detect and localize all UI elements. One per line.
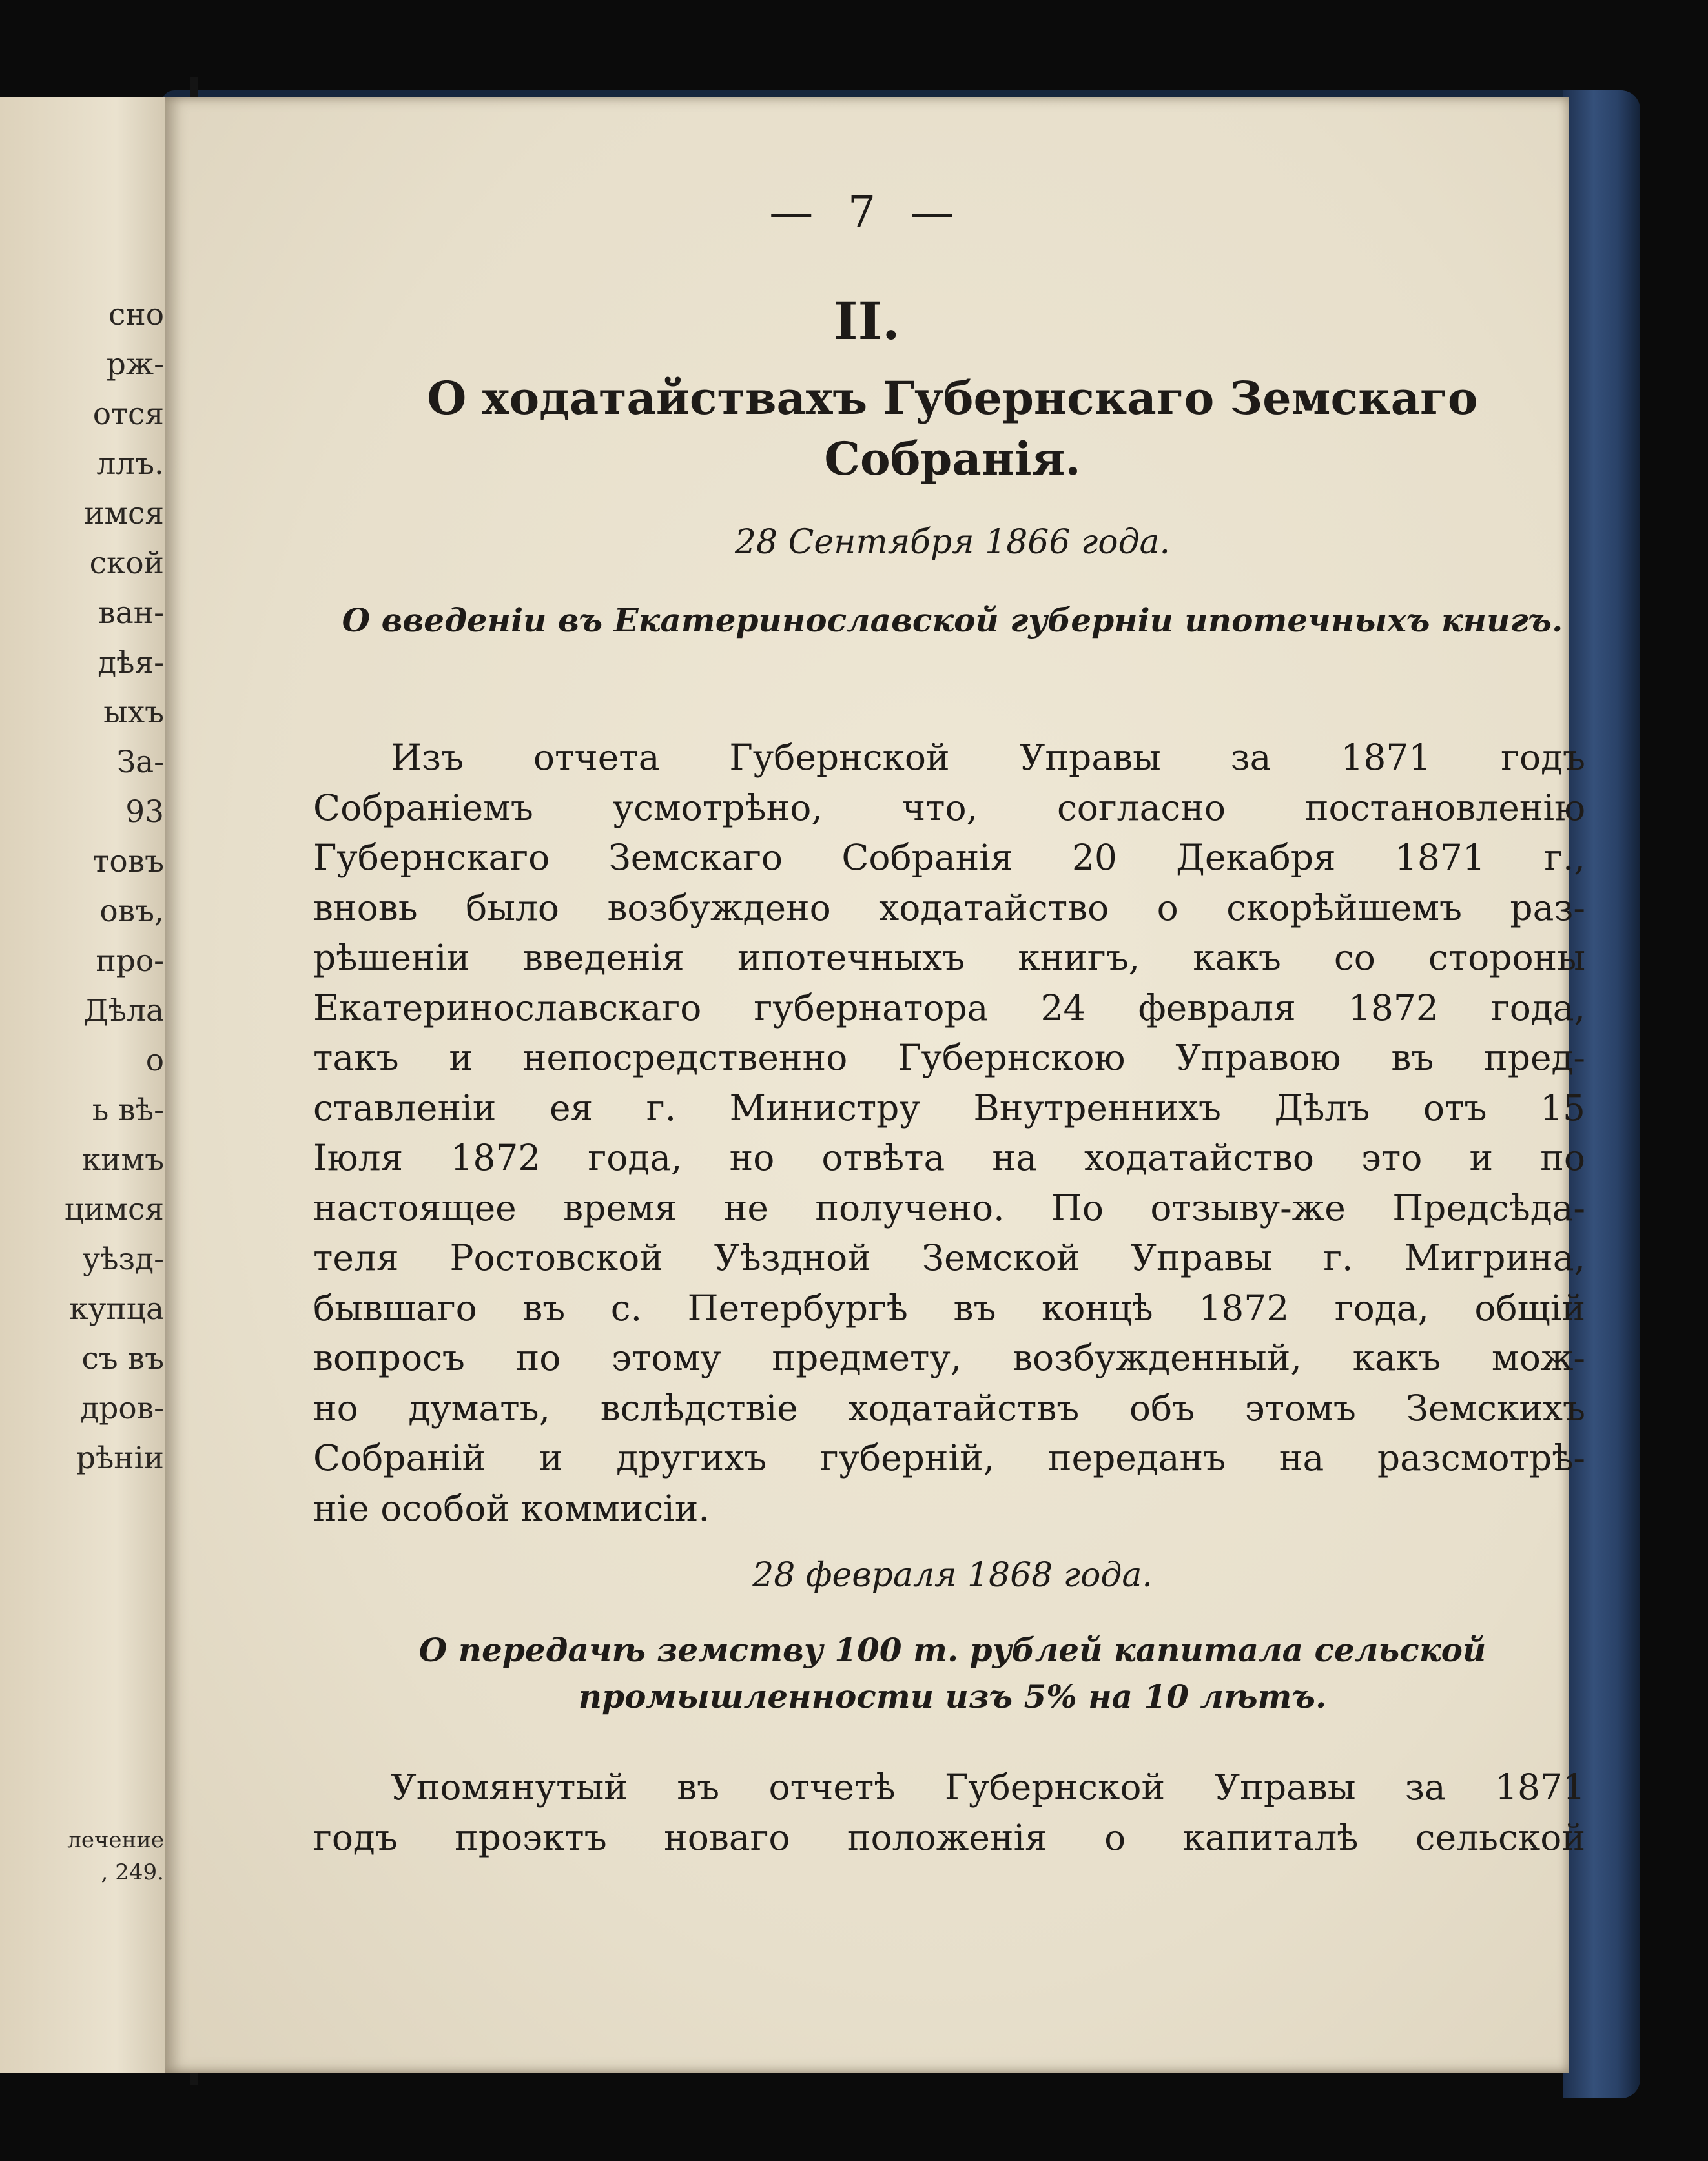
body-line: годъ проэктъ новаго положенія о капиталѣ сельской bbox=[313, 1816, 1585, 1858]
left-page-text: овъ, bbox=[99, 894, 164, 929]
left-page-footnote: , 249. bbox=[101, 1859, 164, 1885]
left-page-text: ской bbox=[89, 546, 164, 581]
left-page-text: ыхъ bbox=[103, 695, 164, 730]
section-title: О ходатайствахъ Губернскаго Земскаго Собранія. bbox=[427, 371, 1478, 486]
body-line: но думать, вслѣдствіе ходатайствъ объ этомъ Земскихъ bbox=[313, 1387, 1585, 1429]
left-page-text: товъ bbox=[92, 844, 164, 879]
left-page-footnote: лечение bbox=[67, 1827, 164, 1853]
left-page-text: дров- bbox=[80, 1391, 164, 1426]
body-line: Собраній и другихъ губерній, переданъ на разсмотрѣ- bbox=[313, 1437, 1585, 1479]
left-page-text: про- bbox=[96, 943, 164, 979]
body-line: теля Ростовской Уѣздной Земской Управы г. Мигрина, bbox=[313, 1237, 1585, 1278]
left-page-text: дѣя- bbox=[98, 645, 164, 681]
body-line: бывшаго въ с. Петербургѣ въ концѣ 1872 года, общій bbox=[313, 1287, 1585, 1329]
body-line: вновь было возбуждено ходатайство о скорѣйшемъ раз- bbox=[313, 886, 1585, 928]
body-line: Іюля 1872 года, но отвѣта на ходатайство это и по bbox=[313, 1137, 1585, 1178]
body-line: вопросъ по этому предмету, возбужденный, какъ мож- bbox=[313, 1337, 1585, 1378]
left-page-text: купца bbox=[69, 1291, 164, 1327]
left-page-text: рѣніи bbox=[76, 1440, 164, 1476]
section-number: II. bbox=[834, 291, 900, 351]
body-line: ставленіи ея г. Министру Внутреннихъ Дѣлъ отъ 15 bbox=[313, 1087, 1585, 1129]
left-page-text: имся bbox=[84, 496, 164, 531]
left-page-text: уѣзд- bbox=[82, 1242, 164, 1277]
left-page-text: цимся bbox=[64, 1192, 164, 1227]
body-line: Губернскаго Земскаго Собранія 20 Декабря 1871 г., bbox=[313, 837, 1585, 878]
section2-date: 28 февраля 1868 года. bbox=[752, 1556, 1153, 1595]
left-page-text: За- bbox=[116, 744, 164, 780]
body-line: ніе особой коммисіи. bbox=[313, 1487, 710, 1529]
left-page-text: 93 bbox=[125, 794, 164, 830]
section1-subhead: О введеніи въ Екатеринославской губерніи ипотечныхъ книгъ. bbox=[342, 601, 1563, 639]
section2-subhead: О передачѣ земству 100 т. рублей капитала сельской промышленности изъ 5% на 10 лѣтъ. bbox=[418, 1631, 1487, 1715]
body-line: Изъ отчета Губернской Управы за 1871 годъ bbox=[391, 737, 1585, 778]
body-line: Упомянутый въ отчетѣ Губернской Управы за 1871 bbox=[391, 1767, 1585, 1808]
left-page-text: ллъ. bbox=[96, 446, 164, 482]
section1-date: 28 Сентября 1866 года. bbox=[734, 523, 1171, 562]
left-page-text: кимъ bbox=[81, 1142, 164, 1178]
page-number: — 7 — bbox=[769, 187, 965, 238]
left-page-text: сно bbox=[108, 297, 164, 333]
body-line: такъ и непосредственно Губернскою Управою въ пред- bbox=[313, 1037, 1585, 1078]
body-line: Собраніемъ усмотрѣно, что, согласно постановленію bbox=[313, 786, 1585, 828]
left-page-text: Дѣла bbox=[83, 993, 164, 1029]
body-line: рѣшеніи введенія ипотечныхъ книгъ, какъ со стороны bbox=[313, 937, 1585, 978]
left-page-text: отся bbox=[92, 396, 164, 432]
left-page-text: рж- bbox=[106, 347, 164, 382]
section1-body bbox=[313, 733, 1585, 1533]
left-page-text: съ въ bbox=[81, 1341, 164, 1377]
book-page bbox=[165, 97, 1585, 2073]
left-page-text: ь вѣ- bbox=[92, 1092, 164, 1128]
section2-body bbox=[313, 1763, 1585, 1863]
left-page-text: о bbox=[145, 1043, 164, 1078]
body-line: Екатеринославскаго губернатора 24 февраля 1872 года, bbox=[313, 987, 1585, 1029]
body-line: настоящее время не получено. По отзыву-же Предсѣда- bbox=[313, 1187, 1585, 1229]
left-page-text: ван- bbox=[98, 595, 164, 631]
